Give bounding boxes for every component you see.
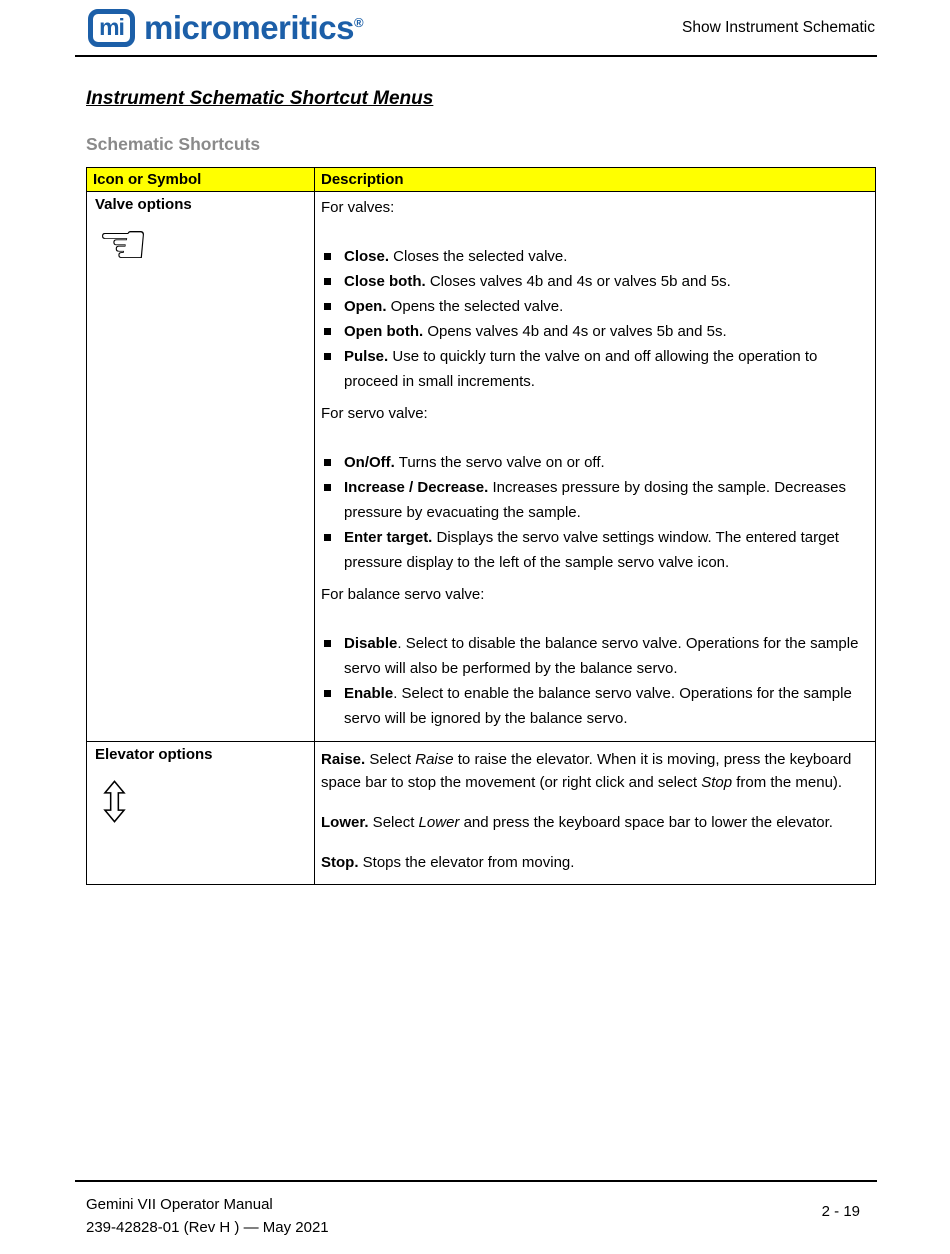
page-header <box>75 0 877 57</box>
row-label-elevator-options: Elevator options <box>95 746 213 763</box>
bullet-text: Closes the selected valve. <box>389 248 568 265</box>
page-number: 2 - 19 <box>821 1203 860 1220</box>
bullet-text: Opens valves 4b and 4s or valves 5b and 5s. <box>423 323 727 340</box>
bullet-term: Pulse. <box>344 348 389 365</box>
balance-servo-bullet-list <box>321 631 867 731</box>
para-text: Select <box>368 814 419 831</box>
para-italic: Raise <box>415 751 454 768</box>
para-term: Lower. <box>321 814 369 831</box>
bullet-text: . Select to enable the balance servo valve. Operations for the sample servo will be ignored by the balance servo. <box>344 685 852 727</box>
bullet-term: Open. <box>344 298 387 315</box>
intro-for-balance-servo-valve: For balance servo valve: <box>321 586 485 603</box>
footer-manual-title: Gemini VII Operator Manual <box>86 1196 273 1213</box>
table-row-elevator-options <box>87 742 876 885</box>
bullet-text: Closes valves 4b and 4s or valves 5b and 5s. <box>425 273 731 290</box>
bullet-term: Enter target. <box>344 529 433 546</box>
footer-manual-info <box>86 1193 329 1239</box>
bullet-item <box>321 319 867 344</box>
stop-paragraph <box>321 851 867 874</box>
schematic-shortcuts-table <box>86 167 876 885</box>
col-header-icon-or-symbol: Icon or Symbol <box>87 168 315 192</box>
bullet-item <box>321 475 867 525</box>
para-term: Stop. <box>321 854 359 871</box>
up-down-arrow-icon <box>103 779 306 824</box>
elevator-options-cell <box>87 742 315 885</box>
para-italic: Stop <box>701 774 733 791</box>
page-content <box>86 88 876 885</box>
raise-paragraph <box>321 748 867 794</box>
para-italic: Lower <box>418 814 460 831</box>
bullet-item <box>321 294 867 319</box>
para-text: and press the keyboard space bar to lower the elevator. <box>459 814 833 831</box>
page-footer <box>75 1180 877 1239</box>
bullet-item <box>321 631 867 681</box>
bullet-text: Opens the selected valve. <box>386 298 564 315</box>
bullet-item <box>321 681 867 731</box>
bullet-item <box>321 344 867 394</box>
bullet-item <box>321 450 867 475</box>
header-right-text: Show Instrument Schematic <box>682 18 875 36</box>
bullet-term: Disable <box>344 635 398 652</box>
lower-paragraph <box>321 811 867 834</box>
elevator-options-description <box>315 742 876 885</box>
table-header-row <box>87 168 876 192</box>
bullet-term: Open both. <box>344 323 424 340</box>
para-text: Select <box>365 751 416 768</box>
bullet-term: On/Off. <box>344 454 395 471</box>
para-text: from the menu). <box>732 774 843 791</box>
bullet-text: Use to quickly turn the valve on and off allowing the operation to proceed in small increments. <box>344 348 818 390</box>
intro-for-servo-valve: For servo valve: <box>321 405 428 422</box>
bullet-item <box>321 269 867 294</box>
intro-for-valves: For valves: <box>321 199 395 216</box>
valve-options-cell <box>87 192 315 742</box>
footer-doc-number: 239-42828-01 (Rev H ) — May 2021 <box>86 1219 329 1236</box>
brand-name <box>144 11 363 44</box>
hand-pointer-icon: ☜ <box>97 212 149 277</box>
bullet-text: Displays the servo valve settings window. The entered target pressure display to the left of the sample servo valve icon. <box>344 529 839 571</box>
col-header-description: Description <box>315 168 876 192</box>
micromeritics-logo <box>88 9 363 47</box>
bullet-term: Close both. <box>344 273 426 290</box>
row-label-valve-options: Valve options <box>95 196 192 213</box>
brand-text: micromeritics <box>144 9 354 46</box>
para-text: to raise the elevator. When it is moving, press the keyboard space bar to stop the movement (or right click and select <box>321 751 852 791</box>
bullet-text: Turns the servo valve on or off. <box>394 454 605 471</box>
bullet-text: . Select to disable the balance servo valve. Operations for the sample servo will also be performed by the balance servo. <box>344 635 859 677</box>
para-term: Raise. <box>321 751 366 768</box>
bullet-term: Increase / Decrease. <box>344 479 489 496</box>
bullet-item <box>321 244 867 269</box>
bullet-term: Enable <box>344 685 394 702</box>
page-title: Instrument Schematic Shortcut Menus <box>86 88 434 109</box>
bullet-term: Close. <box>344 248 390 265</box>
para-text: Stops the elevator from moving. <box>358 854 575 871</box>
servo-valve-bullet-list <box>321 450 867 575</box>
logo-mark-icon: mi <box>88 9 135 47</box>
section-subtitle: Schematic Shortcuts <box>86 134 261 154</box>
registered-mark: ® <box>353 15 364 30</box>
valve-options-description <box>315 192 876 742</box>
table-row-valve-options <box>87 192 876 742</box>
bullet-text: Increases pressure by dosing the sample. Decreases pressure by evacuating the sample. <box>344 479 846 521</box>
valves-bullet-list <box>321 244 867 394</box>
bullet-item <box>321 525 867 575</box>
